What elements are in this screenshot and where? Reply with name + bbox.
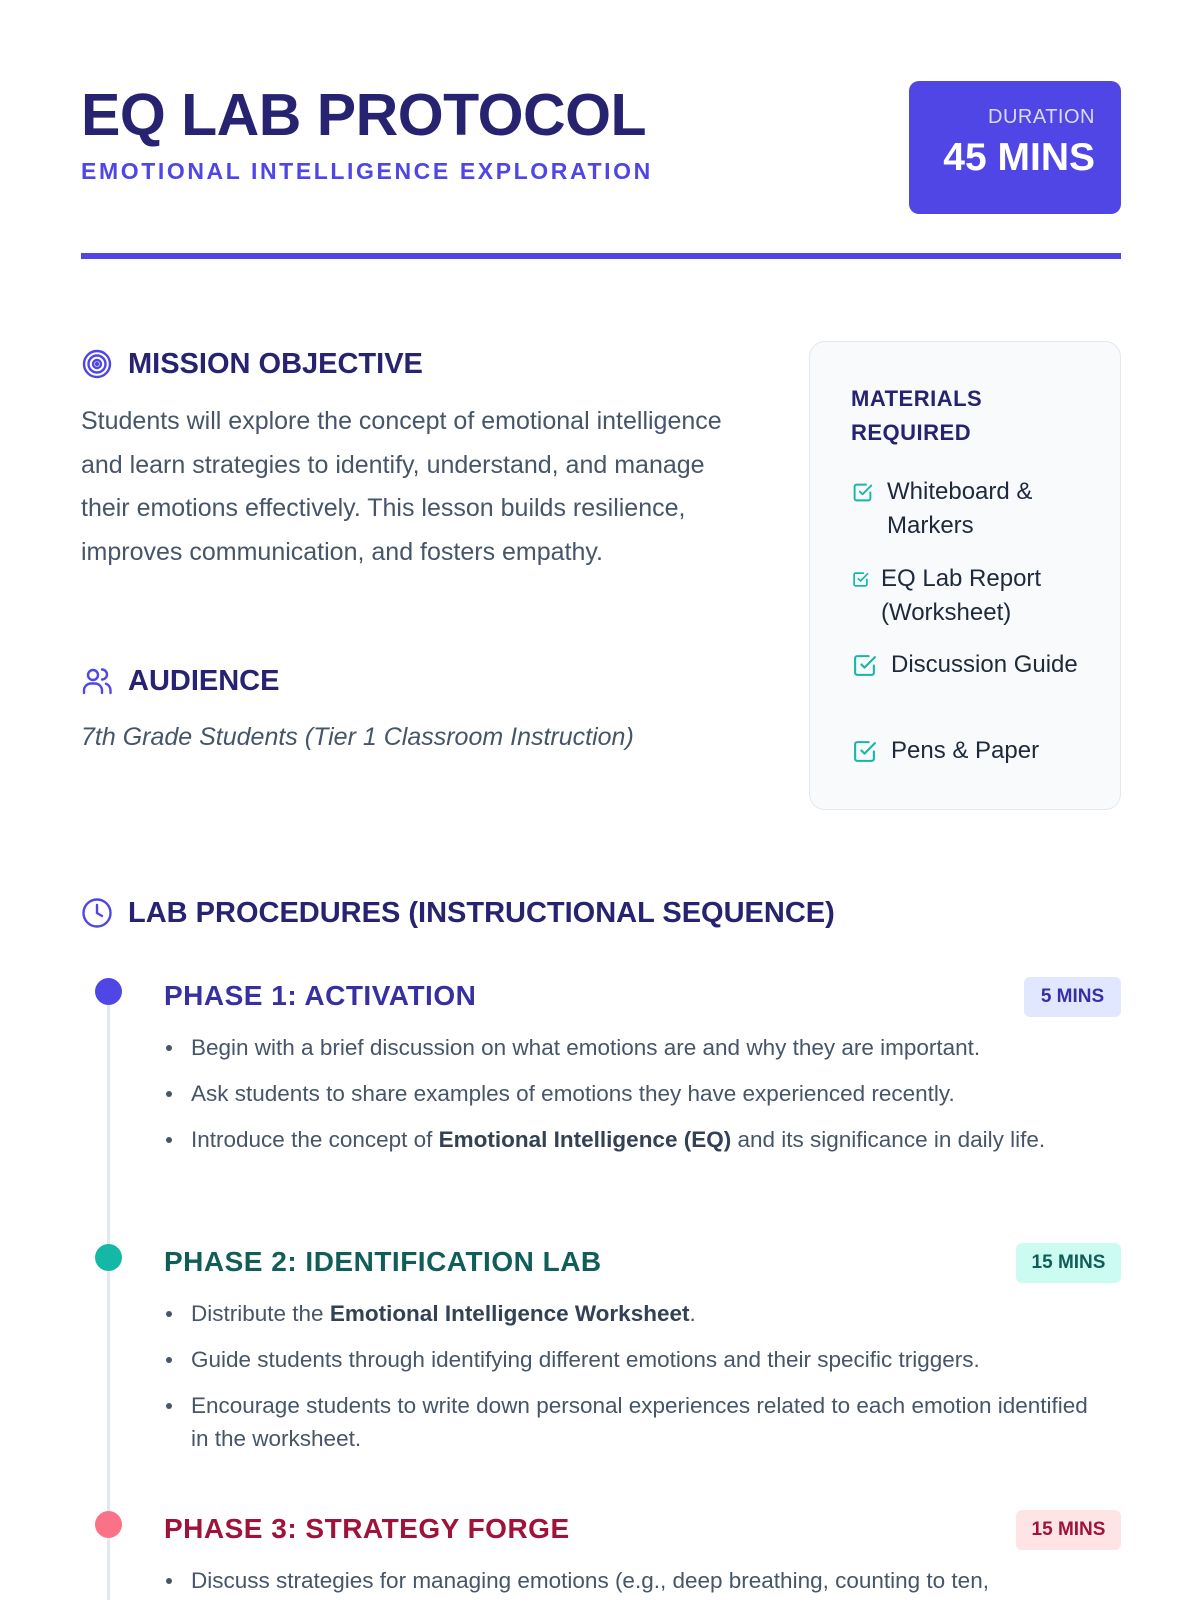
phase-1-duration-badge: 5 MINS (1024, 977, 1121, 1017)
list-item: Discuss strategies for managing emotions (e.g., deep breathing, counting to ten, (164, 1564, 1104, 1597)
phase-1-title: PHASE 1: ACTIVATION (164, 980, 477, 1011)
duration-value: 45 MINS (943, 136, 1095, 179)
list-item: Ask students to share examples of emotions they have experienced recently. (164, 1077, 1104, 1110)
procedures-heading (81, 896, 835, 930)
audience-heading (81, 664, 279, 698)
material-label: Whiteboard & Markers (887, 478, 1033, 539)
materials-heading: MATERIALS REQUIRED (851, 386, 983, 445)
users-icon (81, 665, 113, 697)
phase-3-duration-badge: 15 MINS (1016, 1510, 1121, 1550)
phase-3-title: PHASE 3: STRATEGY FORGE (164, 1513, 570, 1544)
phase-2-marker (95, 1244, 122, 1271)
materials-card (809, 341, 1121, 810)
material-item (852, 648, 1092, 682)
phase-3-marker (95, 1511, 122, 1538)
page-title: EQ LAB PROTOCOL (81, 82, 647, 148)
list-item: Guide students through identifying different emotions and their specific triggers. (164, 1343, 1104, 1376)
clock-icon (81, 897, 113, 929)
material-item (852, 734, 1092, 768)
timeline-line (107, 991, 110, 1600)
check-square-icon (852, 739, 877, 764)
list-item: Introduce the concept of Emotional Intelligence (EQ) and its significance in daily life. (164, 1123, 1104, 1156)
check-square-icon (852, 571, 869, 588)
material-label: Pens & Paper (891, 737, 1040, 764)
audience-heading-label: AUDIENCE (128, 665, 280, 697)
list-item: Distribute the Emotional Intelligence Worksheet. (164, 1297, 1104, 1330)
phase-1-bullets (164, 1031, 1104, 1169)
duration-card (909, 81, 1121, 214)
material-label: Discussion Guide (891, 651, 1078, 678)
mission-heading-label: MISSION OBJECTIVE (128, 348, 423, 380)
procedures-heading-label: LAB PROCEDURES (INSTRUCTIONAL SEQUENCE) (128, 897, 835, 929)
audience-text: 7th Grade Students (Tier 1 Classroom Instruction) (81, 723, 634, 751)
phase-2-title: PHASE 2: IDENTIFICATION LAB (164, 1246, 602, 1277)
phase-2-duration-badge: 15 MINS (1016, 1243, 1121, 1283)
target-icon (81, 348, 113, 380)
phase-3-bullets (164, 1564, 1104, 1600)
material-item (852, 475, 1092, 543)
list-item: Begin with a brief discussion on what emotions are and why they are important. (164, 1031, 1104, 1064)
material-label: EQ Lab Report (Worksheet) (881, 565, 1042, 626)
phase-1-marker (95, 978, 122, 1005)
phase-2-bullets (164, 1297, 1104, 1468)
page-subtitle: EMOTIONAL INTELLIGENCE EXPLORATION (81, 158, 653, 184)
check-square-icon (852, 653, 877, 678)
header-divider (81, 253, 1121, 259)
list-item: Encourage students to write down personal experiences related to each emotion identified in the worksheet. (164, 1389, 1104, 1455)
mission-heading (81, 347, 423, 381)
material-item (852, 562, 1092, 630)
mission-text: Students will explore the concept of emotional intelligence and learn strategies to identify, understand, and manage their emotions effectively. This lesson builds resilience, improves communication, and fosters empathy. (81, 407, 722, 566)
duration-label: DURATION (988, 106, 1095, 128)
check-square-icon (852, 482, 873, 503)
